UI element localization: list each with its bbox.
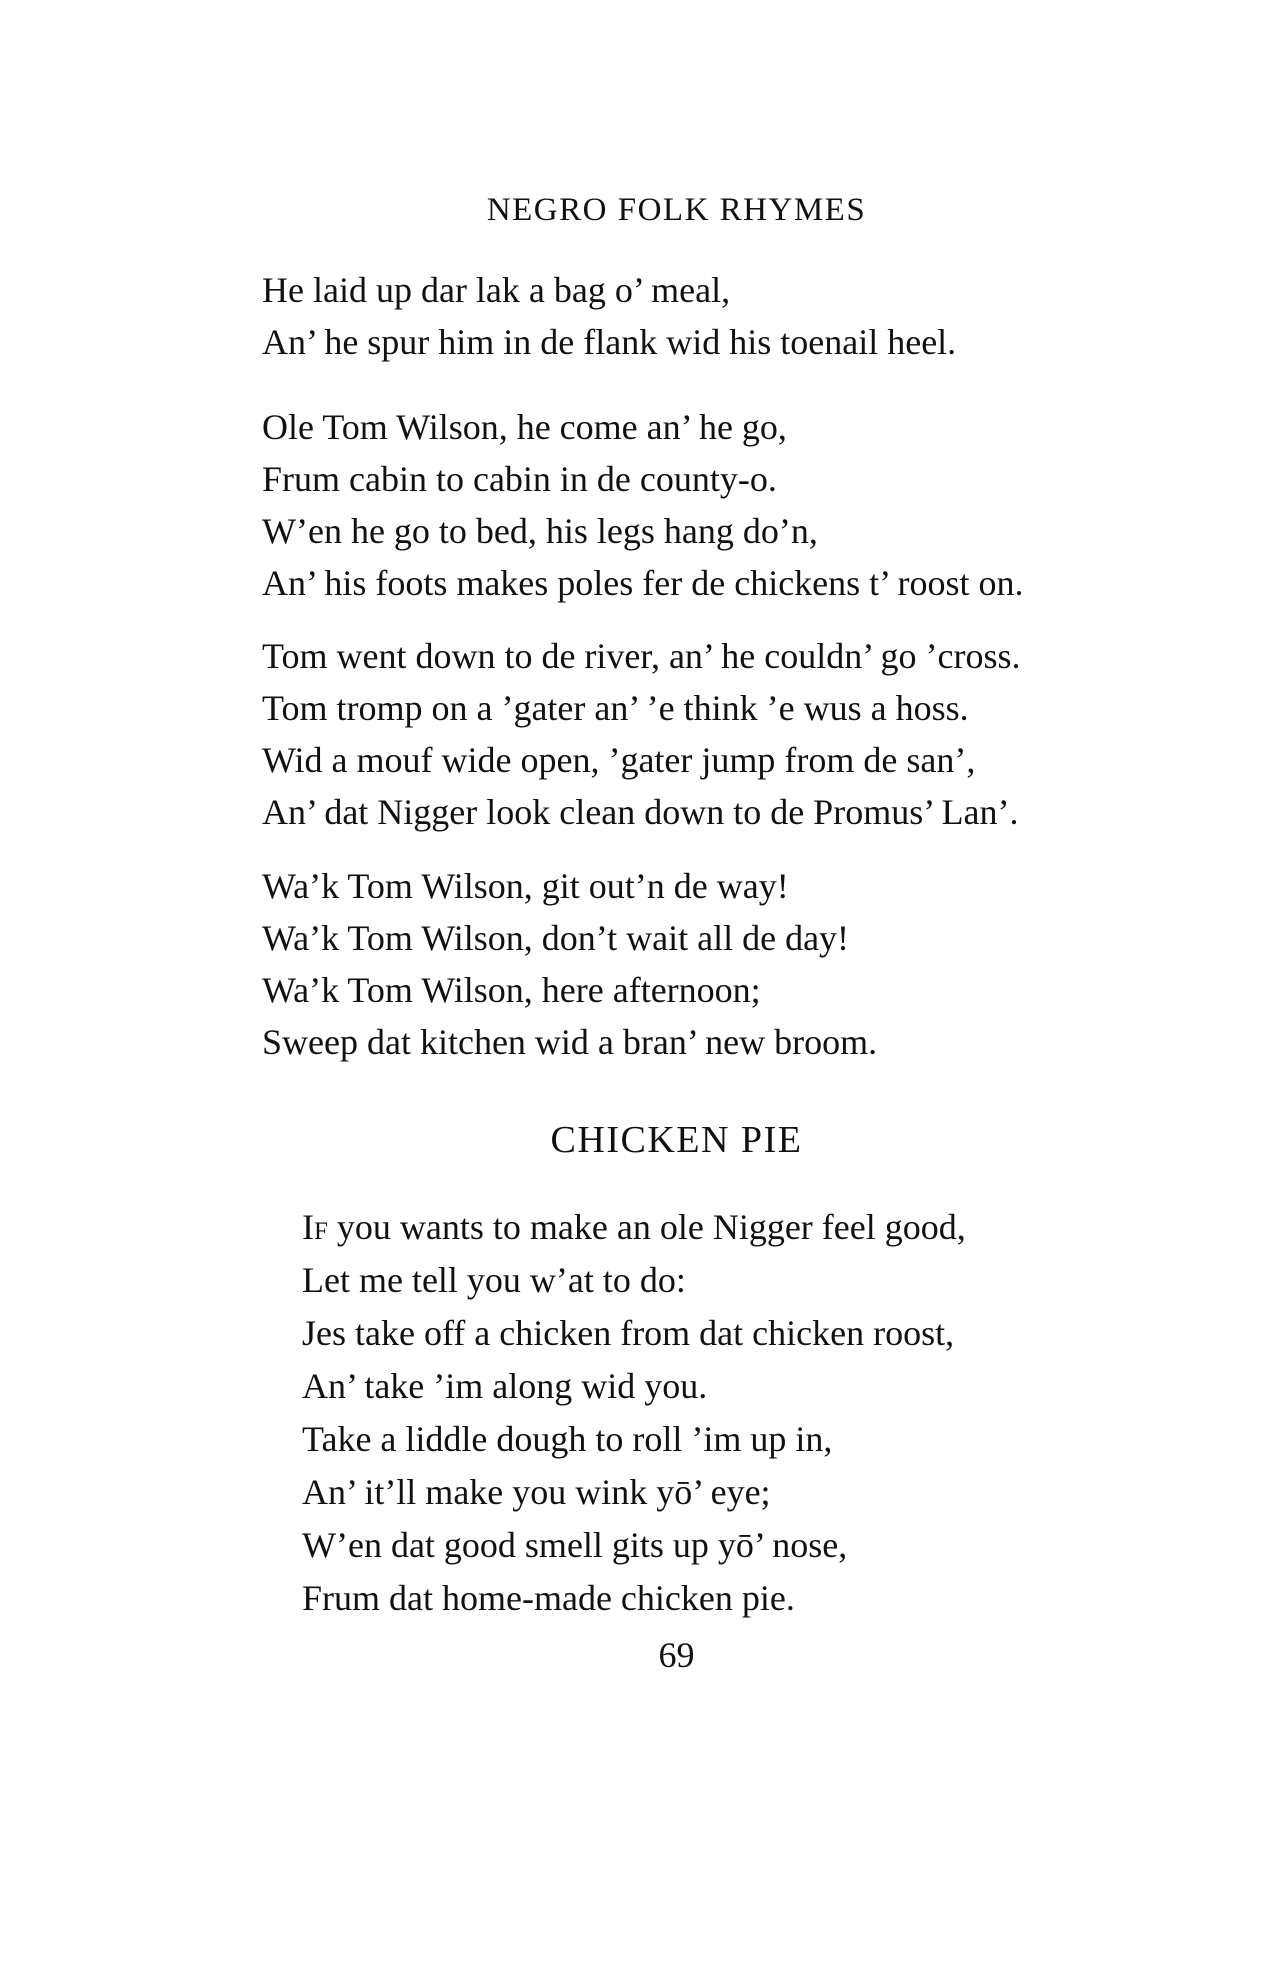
verse-line: Let me tell you w’at to do: [302, 1260, 686, 1300]
poem-title: CHICKEN PIE [550, 1119, 803, 1161]
verse-line: Wid a mouf wide open, ’gater jump from de san’, [262, 740, 976, 780]
stanza-1 [262, 264, 956, 368]
verse-line: Sweep dat kitchen wid a bran’ new broom. [262, 1022, 878, 1062]
verse-line: Wa’k Tom Wilson, git out’n de way! [262, 866, 789, 906]
verse-line: An’ take ’im along wid you. [302, 1366, 708, 1406]
verse-line: W’en he go to bed, his legs hang do’n, [262, 511, 818, 551]
stanza-2 [262, 401, 1023, 609]
running-head: NEGRO FOLK RHYMES [486, 192, 867, 228]
verse-line: Ole Tom Wilson, he come an’ he go, [262, 407, 787, 447]
verse-line: Tom tromp on a ’gater an’ ’e think ’e wus a hoss. [262, 688, 969, 728]
verse-line: Take a liddle dough to roll ’im up in, [302, 1419, 833, 1459]
page-number: 69 [658, 1635, 695, 1675]
verse-line-first [302, 1201, 966, 1254]
verse-line: An’ he spur him in de flank wid his toenail heel. [262, 322, 957, 362]
verse-line: Jes take off a chicken from dat chicken roost, [302, 1313, 955, 1353]
verse-line: An’ dat Nigger look clean down to de Promus’ Lan’. [262, 792, 1019, 832]
verse-line: Tom went down to de river, an’ he couldn’ go ’cross. [262, 636, 1021, 676]
first-line-rest: you wants to make an ole Nigger feel good, [327, 1207, 966, 1247]
verse-line: An’ his foots makes poles fer de chickens t’ roost on. [262, 563, 1024, 603]
verse-line: He laid up dar lak a bag o’ meal, [262, 270, 731, 310]
chicken-pie-stanza [302, 1201, 966, 1625]
verse-line: An’ it’ll make you wink yō’ eye; [302, 1472, 771, 1512]
stanza-3 [262, 630, 1021, 838]
first-word-smallcaps: If [302, 1207, 328, 1247]
stanza-4 [262, 860, 877, 1068]
verse-line: W’en dat good smell gits up yō’ nose, [302, 1525, 848, 1565]
verse-line: Frum dat home-made chicken pie. [302, 1578, 795, 1618]
verse-line: Wa’k Tom Wilson, don’t wait all de day! [262, 918, 850, 958]
verse-line: Frum cabin to cabin in de county-o. [262, 459, 777, 499]
verse-line: Wa’k Tom Wilson, here afternoon; [262, 970, 761, 1010]
